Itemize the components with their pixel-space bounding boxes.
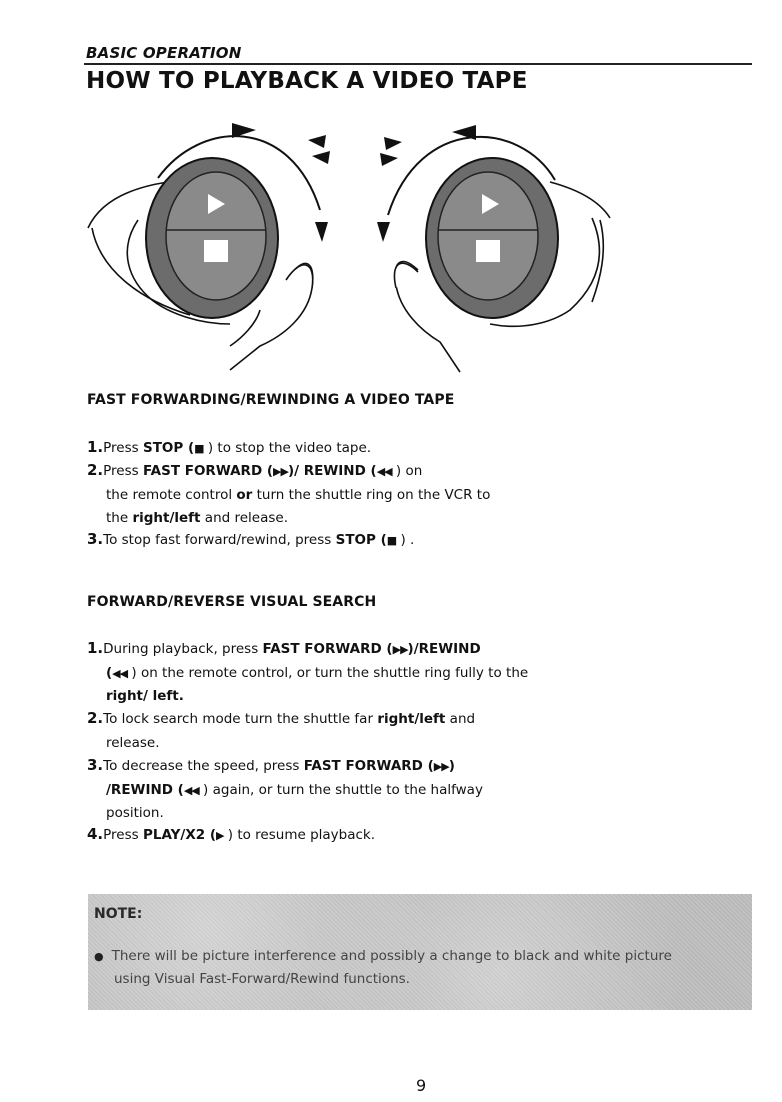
step-fast-forwarding-3: 3.To stop fast forward/rewind, press STOP (■ ) . [87,530,415,548]
step-number: 1. [87,438,104,456]
step-number: 4. [87,825,104,843]
section-heading-visual-search: FORWARD/REVERSE VISUAL SEARCH [87,594,377,610]
rewind-icon: ◀◀ [112,666,128,680]
step-visual-search-3: 3.To decrease the speed, press FAST FORWARD (▶▶) /REWIND (◀◀ ) again, or turn the shuttle to the halfway position. [87,756,483,821]
bullet-icon: ● [94,950,104,963]
fast-forward-icon: ▶▶ [392,643,408,656]
step-number: 2. [87,709,104,727]
step-number: 2. [87,461,104,479]
note-text: ● There will be picture interference and possibly a change to black and white picture using Visual Fast-Forward/Rewind functions. [94,948,672,987]
note-box [88,894,752,1010]
step-visual-search-1: 1.During playback, press FAST FORWARD (▶▶)/REWIND (◀◀ ) on the remote control, or turn the shuttle ring fully to the right/ left. [87,639,529,704]
note-title: NOTE: [94,906,143,922]
step-number: 1. [87,639,104,657]
right-shuttle-ring [426,158,558,318]
fast-forward-arrow-icon [380,137,402,166]
step-fast-forwarding-2: 2.Press FAST FORWARD (▶▶)/ REWIND (◀◀ ) on the remote control or turn the shuttle ring on the VCR to the right/left and release. [87,461,491,526]
fast-forward-icon: ▶▶ [433,760,449,773]
header-rule [84,63,752,65]
step-number: 3. [87,530,104,548]
rewind-arrow-icon [308,135,330,164]
step-visual-search-4: 4.Press PLAY/X2 (▶ ) to resume playback. [87,825,376,843]
step-visual-search-2: 2.To lock search mode turn the shuttle far right/left and release. [87,709,476,751]
stop-icon [476,240,500,262]
section-heading-fast-forwarding: FAST FORWARDING/REWINDING A VIDEO TAPE [87,392,455,408]
section-label: BASIC OPERATION [86,44,242,62]
left-arc-down-arrowhead-icon [315,222,328,242]
fast-forward-icon: ▶▶ [273,465,288,478]
step-fast-forwarding-1: 1.Press STOP (■ ) to stop the video tape. [87,438,372,456]
rewind-icon: ◀◀ [183,783,199,797]
stop-icon: ■ [194,442,204,455]
stop-icon [204,240,228,262]
page-title: HOW TO PLAYBACK A VIDEO TAPE [86,68,528,94]
left-shuttle-ring [146,158,278,318]
play-icon: ▶ [216,829,224,842]
page-number: 9 [416,1076,427,1095]
hands-turning-shuttle-ring [80,110,640,385]
step-number: 3. [87,756,104,774]
stop-icon: ■ [386,534,397,547]
right-arc-down-arrowhead-icon [377,222,390,242]
rewind-icon: ◀◀ [376,465,392,478]
